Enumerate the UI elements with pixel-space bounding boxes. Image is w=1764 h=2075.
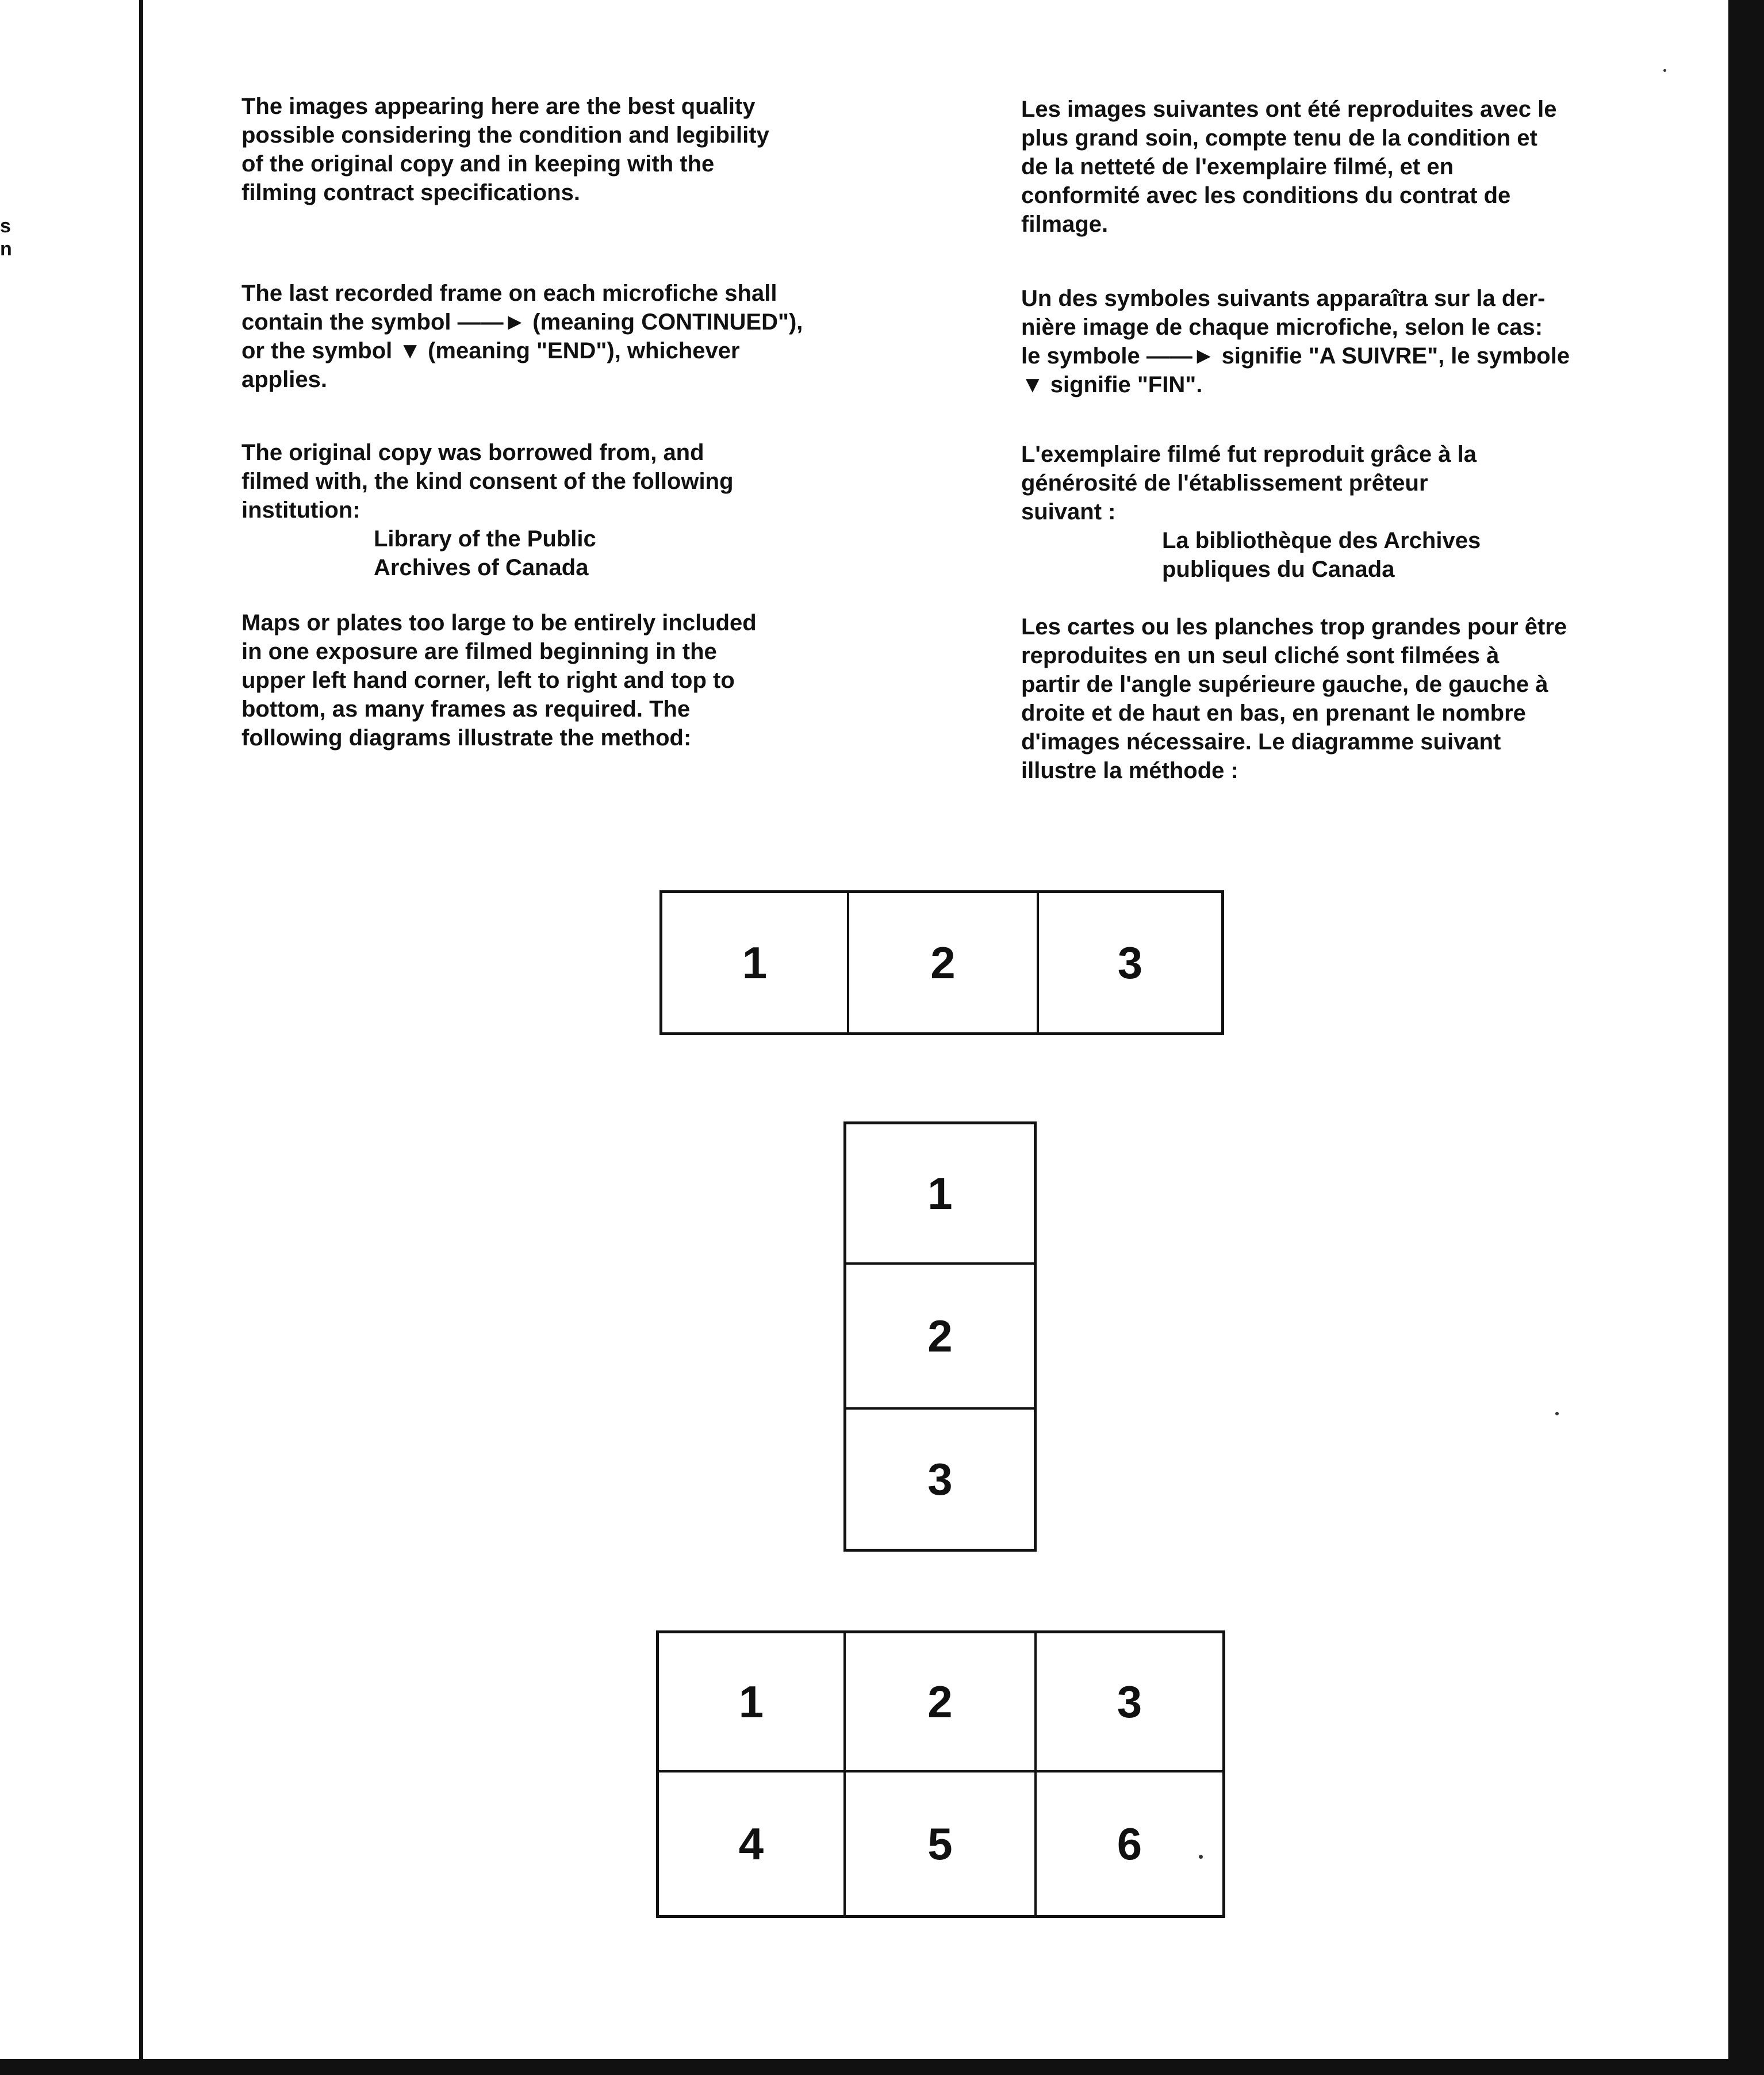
- english-quality-paragraph: [241, 92, 769, 207]
- text-line: contain the symbol ——► (meaning CONTINUED"),: [241, 309, 803, 335]
- frame-cell: 1: [662, 893, 849, 1032]
- french-symbols-paragraph: [1021, 284, 1570, 399]
- text-line: générosité de l'établissement prêteur: [1021, 470, 1428, 496]
- text-line: in one exposure are filmed beginning in the: [241, 639, 717, 664]
- text-line: The last recorded frame on each microfiche shall: [241, 281, 777, 306]
- english-symbols-paragraph: [241, 279, 803, 394]
- text-line: nière image de chaque microfiche, selon le cas:: [1021, 315, 1543, 340]
- text-line: Les cartes ou les planches trop grandes pour être: [1021, 614, 1567, 640]
- text-line: bottom, as many frames as required. The: [241, 696, 691, 722]
- text-line: following diagrams illustrate the method:: [241, 725, 692, 751]
- institution-line: La bibliothèque des Archives: [1162, 528, 1481, 553]
- frame-cell: 2: [846, 1633, 1037, 1772]
- french-maps-paragraph: [1021, 612, 1567, 785]
- text-line: d'images nécessaire. Le diagramme suivant: [1021, 729, 1501, 755]
- scan-speck: [1555, 1412, 1559, 1415]
- text-line: suivant :: [1021, 499, 1116, 525]
- text-line: Les images suivantes ont été reproduites avec le: [1021, 97, 1557, 122]
- text-line: conformité avec les conditions du contrat de: [1021, 183, 1511, 208]
- text-line: upper left hand corner, left to right and top to: [241, 668, 735, 693]
- diagram-horizontal-strip: [659, 890, 1224, 1035]
- french-consent-paragraph: [1021, 440, 1481, 584]
- text-line: applies.: [241, 367, 327, 392]
- text-line: ▼ signifie "FIN".: [1021, 372, 1203, 397]
- text-line: plus grand soin, compte tenu de la condition et: [1021, 125, 1537, 151]
- frame-cell: 3: [927, 1453, 953, 1504]
- diagram-six-frame-grid: [656, 1630, 1225, 1918]
- scan-speck: [1199, 1855, 1203, 1859]
- text-line: reproduites en un seul cliché sont filmées à: [1021, 643, 1500, 668]
- text-line: The images appearing here are the best quality: [241, 94, 756, 119]
- english-consent-paragraph: [241, 438, 734, 582]
- text-line: possible considering the condition and legibility: [241, 122, 769, 148]
- text-line: filming contract specifications.: [241, 180, 581, 205]
- text-line: le symbole ——► signifie "A SUIVRE", le symbole: [1021, 343, 1570, 369]
- text-line: droite et de haut en bas, en prenant le nombre: [1021, 700, 1526, 726]
- frame-cell: 5: [846, 1772, 1037, 1915]
- text-line: institution:: [241, 497, 361, 523]
- text-line: L'exemplaire filmé fut reproduit grâce à la: [1021, 442, 1477, 467]
- institution-line: Library of the Public: [374, 526, 596, 552]
- text-line: partir de l'angle supérieure gauche, de gauche à: [1021, 672, 1548, 697]
- right-edge-band: [1731, 0, 1764, 2075]
- margin-fragment-1: s: [0, 215, 11, 237]
- text-line: Un des symboles suivants apparaîtra sur la der-: [1021, 286, 1546, 311]
- english-maps-paragraph: [241, 608, 757, 752]
- frame-cell: 2: [846, 1265, 1034, 1410]
- left-border-rule: [139, 0, 143, 2075]
- french-quality-paragraph: [1021, 95, 1556, 239]
- text-line: of the original copy and in keeping with the: [241, 151, 715, 177]
- text-line: de la netteté de l'exemplaire filmé, et en: [1021, 154, 1454, 179]
- frame-cell: 1: [846, 1124, 1034, 1265]
- frame-cell: 3: [1117, 937, 1143, 988]
- bottom-edge-band: [0, 2059, 1764, 2075]
- frame-cell: 1: [659, 1633, 846, 1772]
- institution-line: Archives of Canada: [374, 555, 589, 580]
- frame-cell: 6: [1117, 1818, 1142, 1869]
- text-line: The original copy was borrowed from, and: [241, 440, 704, 465]
- scan-speck: [1663, 69, 1666, 72]
- text-line: or the symbol ▼ (meaning "END"), whichever: [241, 338, 740, 363]
- frame-cell: 4: [659, 1772, 846, 1915]
- text-line: filmage.: [1021, 212, 1109, 237]
- text-line: filmed with, the kind consent of the following: [241, 469, 734, 494]
- text-line: Maps or plates too large to be entirely included: [241, 610, 757, 635]
- frame-cell: 3: [1037, 1633, 1222, 1772]
- institution-line: publiques du Canada: [1162, 557, 1395, 582]
- text-line: illustre la méthode :: [1021, 758, 1238, 783]
- margin-fragment-2: n: [0, 238, 12, 260]
- diagram-vertical-strip: [843, 1121, 1037, 1552]
- frame-cell: 2: [849, 893, 1039, 1032]
